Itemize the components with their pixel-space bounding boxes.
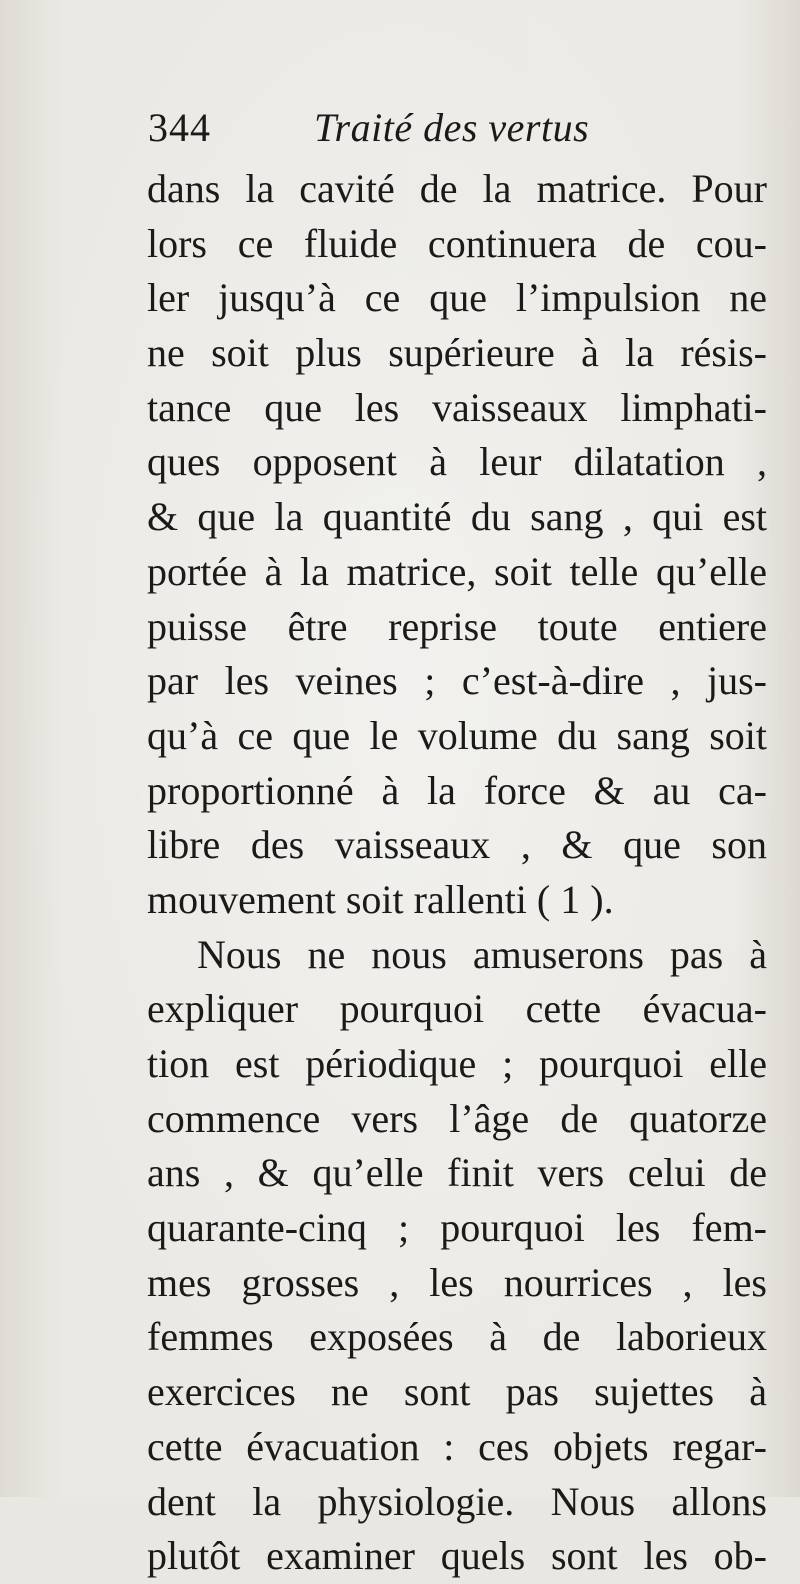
text-line: commence vers l’âge de quatorze (147, 1095, 767, 1141)
body-text (147, 162, 767, 1584)
text-line: ler jusqu’à ce que l’impulsion ne (147, 275, 767, 321)
text-line: expliquer pourquoi cette évacua- (147, 986, 767, 1032)
text-line: mes grosses , les nourrices , les (147, 1259, 767, 1305)
page-number: 344 (148, 105, 211, 150)
running-head-title: Traité des vertus (314, 105, 590, 150)
text-line: portée à la matrice, soit telle qu’elle (147, 548, 767, 594)
text-line: Nous ne nous amuserons pas à (197, 931, 767, 977)
text-line: dent la physiologie. Nous allons (147, 1478, 767, 1524)
text-line: quarante-cinq ; pourquoi les fem- (147, 1205, 767, 1251)
text-line: ques opposent à leur dilatation , (147, 439, 767, 485)
text-line: proportionné à la force & au ca- (147, 767, 767, 813)
text-line: tion est périodique ; pourquoi elle (147, 1041, 767, 1086)
text-line: femmes exposées à de laborieux (147, 1314, 767, 1360)
text-line: mouvement soit rallenti ( 1 ). (147, 876, 614, 922)
text-line: qu’à ce que le volume du sang soit (147, 712, 767, 758)
text-line: & que la quantité du sang , qui est (147, 494, 767, 540)
text-line: lors ce fluide continuera de cou- (147, 220, 767, 266)
text-line: puisse être reprise toute entiere (147, 603, 767, 649)
text-line: tance que les vaisseaux limphati- (147, 384, 767, 430)
text-line: ne soit plus supérieure à la résis- (147, 330, 767, 376)
text-line: ans , & qu’elle finit vers celui de (147, 1150, 767, 1196)
text-line: exercices ne sont pas sujettes à (147, 1369, 767, 1415)
text-line: plutôt examiner quels sont les ob- (147, 1533, 767, 1579)
text-line: cette évacuation : ces objets regar- (147, 1423, 767, 1469)
text-line: libre des vaisseaux , & que son (147, 822, 767, 868)
text-line: dans la cavité de la matrice. Pour (147, 166, 767, 211)
text-line: par les veines ; c’est-à-dire , jus- (147, 658, 767, 704)
running-head (148, 104, 768, 154)
